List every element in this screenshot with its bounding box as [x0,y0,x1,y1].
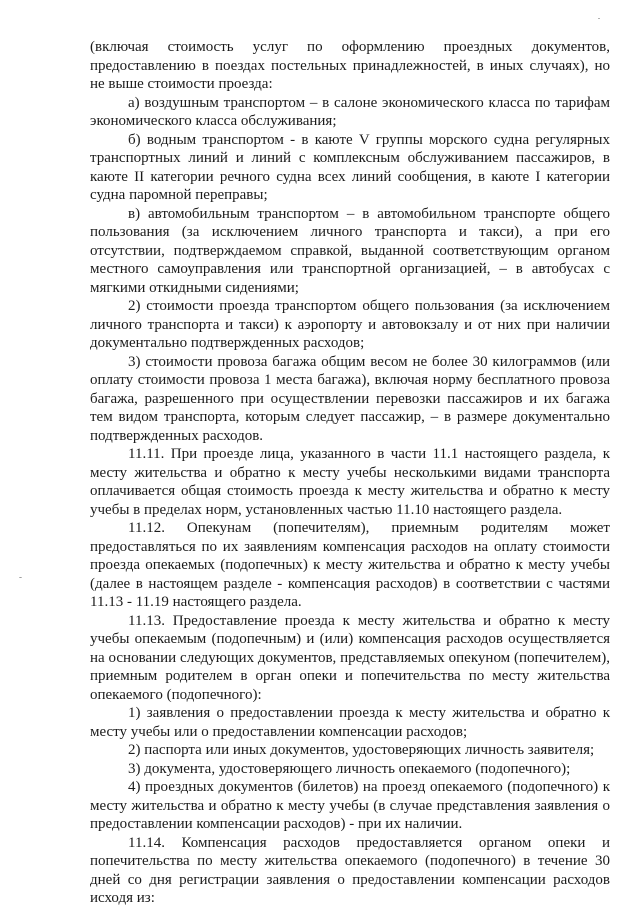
list-item-ward-id: 3) документа, удостоверяющего личность опекаемого (подопечного); [128,760,571,777]
list-item-tickets: 4) проездных документов (билетов) на проезд опекаемого (подопечного) к месту жительства и обратно к месту учебы (в случае представления заявления о предоставлении компенсации расходов) - при их наличии. [90,779,610,832]
list-item-application: 1) заявления о предоставлении проезда к месту жительства и обратно к месту учебы или о предоставлении компенсации расходов; [90,705,610,740]
paragraph-baggage-cost: 3) стоимости провоза багажа общим весом не более 30 килограммов (или оплату стоимости провоза 1 места багажа), включая норму бесплатного провоза багажа, разрешенного при осуществлении перевозки пассажиров и их багажа тем видом транспорта, которым следует пассажир, – в размере документально подтвержденных расходов. [90,353,610,444]
paragraph-road-transport: в) автомобильным транспортом – в автомобильном транспорте общего пользования (за исключением личного транспорта и такси), а при его отсутствии, подтверждаемом справкой, выданной соответствующим органом местного самоуправления или транспортной организацией, – в автобусах с мягкими откидными сидениями; [90,205,610,296]
paragraph-water-transport: б) водным транспортом - в каюте V группы морского судна регулярных транспортных линий и линий с комплексным обслуживанием пассажиров, в каюте II категории речного судна всех линий сообщения, в каюте I категории судна паромной переправы; [90,131,610,203]
scan-speck [598,18,600,19]
paragraph-air-transport: а) воздушным транспортом – в салоне экономического класса по тарифам экономического класса обслуживания; [90,94,610,129]
paragraph-11-12: 11.12. Опекунам (попечителям), приемным родителям может предоставляться по их заявлениям компенсация расходов на оплату стоимости проезда опекаемых (подопечных) к месту жительства и обратно к месту учебы (далее в настоящем разделе - компенсация расходов) в соответствии с частями 11.13 - 11.19 настоящего раздела. [90,520,610,610]
paragraph-public-transport-cost: 2) стоимости проезда транспортом общего пользования (за исключением личного транспорта и такси) к аэропорту и автовокзалу и от них при наличии документально подтвержденных расходов; [90,298,610,351]
paragraph-11-13: 11.13. Предоставление проезда к месту жительства и обратно к месту учебы опекаемым (подопечным) и (или) компенсация расходов осуществляется на основании следующих документов, представляемых опекуном (попечителем), приемным родителем в орган опеки и попечительства по месту жительства опекаемого (подопечного): [90,612,610,703]
paragraph-continuation: (включая стоимость услуг по оформлению проездных документов, предоставлению в поездах постельных принадлежностей, в иных случаях), но не выше стоимости проезда: [90,39,610,92]
paragraph-11-11: 11.11. При проезде лица, указанного в части 11.1 настоящего раздела, к месту жительства и обратно к месту учебы несколькими видами транспорта оплачивается общая стоимость проезда к месту жительства и обратно к месту учебы в пределах норм, установленных частью 11.10 настоящего раздела. [90,446,610,518]
scan-speck [19,577,22,578]
document-body [90,38,610,908]
paragraph-11-14: 11.14. Компенсация расходов предоставляется органом опеки и попечительства по месту жительства опекаемого (подопечного) в течение 30 дней со дня регистрации заявления о предоставлении компенсации расходов исходя из: [90,834,610,906]
list-item-passport: 2) паспорта или иных документов, удостоверяющих личность заявителя; [128,742,595,758]
